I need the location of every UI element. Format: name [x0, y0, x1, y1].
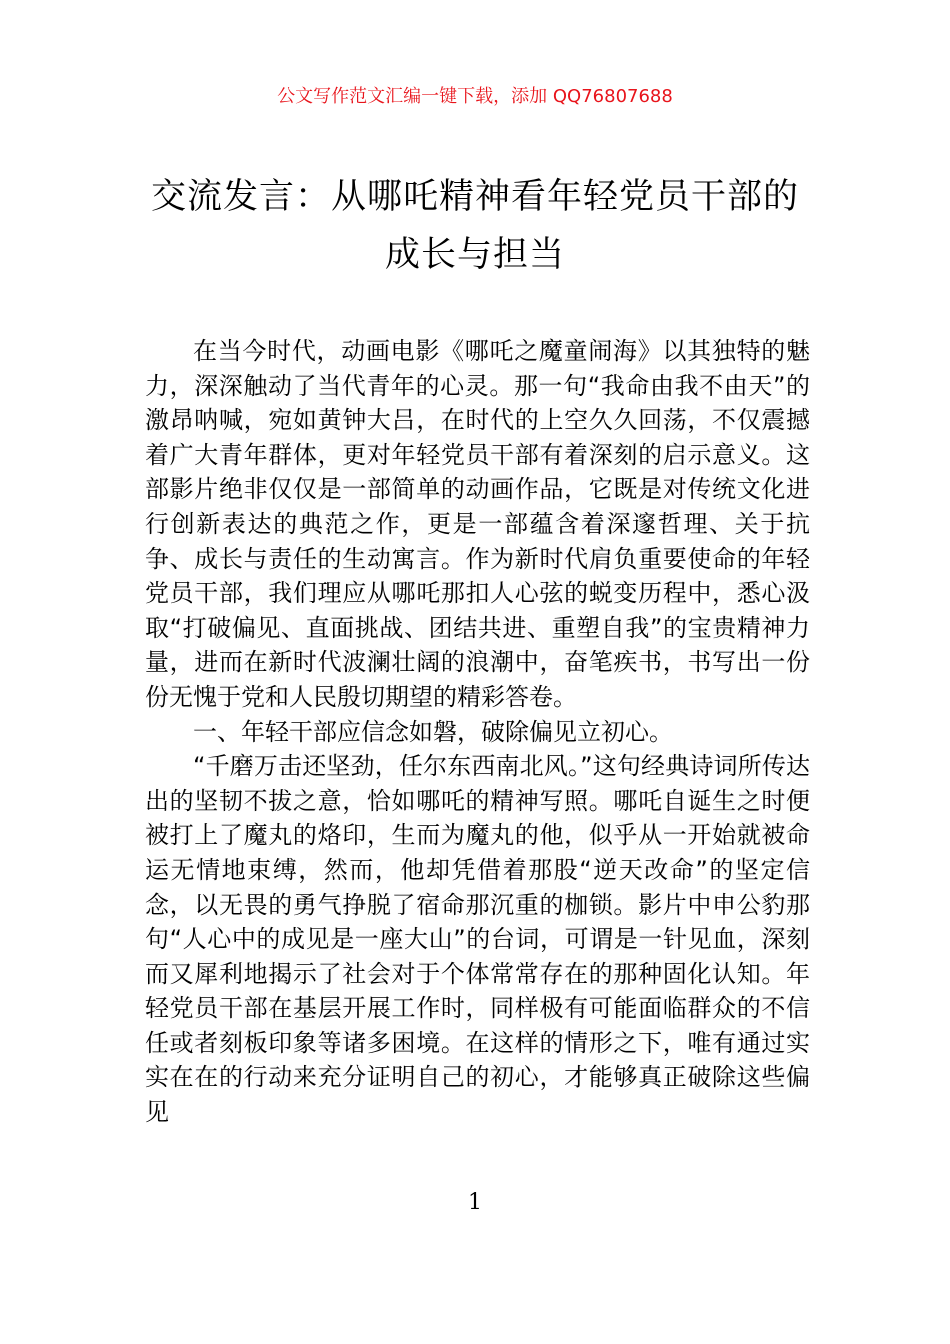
section-heading-1: 一、年轻干部应信念如磐，破除偏见立初心。 — [193, 717, 673, 746]
title-line-2: 成长与担当 — [384, 235, 565, 275]
page-number: 1 — [468, 1190, 482, 1215]
paragraph-section-1: “千磨万击还坚劲，任尔东西南北风。”这句经典诗词所传达出的坚韧不拔之意，恰如哪吒的精神写照。哪吒自诞生之时便被打上了魔丸的烙印，生而为魔丸的他，似乎从一开始就被命运无情地束缚，然而，他却凭借着那股“逆天改命”的坚定信念，以无畏的勇气挣脱了宿命那沉重的枷锁。影片中申公豹那句“人心中的成见是一座大山”的台词，可谓是一针见血，深刻而又犀利地揭示了社会对于个体常常存在的那种固化认知。年轻党员干部在基层开展工作时，同样极有可能面临群众的不信任或者刻板印象等诸多困境。在这样的情形之下，唯有通过实实在在的行动来充分证明自己的初心，才能够真正破除这些偏见 — [145, 752, 810, 1127]
download-note: 公文写作范文汇编一键下载，添加 QQ76807688 — [277, 86, 673, 107]
paragraph-intro: 在当今时代，动画电影《哪吒之魔童闹海》以其独特的魅力，深深触动了当代青年的心灵。那一句“我命由我不由天”的激昂呐喊，宛如黄钟大吕，在时代的上空久久回荡，不仅震撼着广大青年群体，更对年轻党员干部有着深刻的启示意义。这部影片绝非仅仅是一部简单的动画作品，它既是对传统文化进行创新表达的典范之作，更是一部蕴含着深邃哲理、关于抗争、成长与责任的生动寓言。作为新时代肩负重要使命的年轻党员干部，我们理应从哪吒那扣人心弦的蜕变历程中，悉心汲取“打破偏见、直面挑战、团结共进、重塑自我”的宝贵精神力量，进而在新时代波澜壮阔的浪潮中，奋笔疾书，书写出一份份无愧于党和人民殷切期望的精彩答卷。 — [145, 337, 810, 711]
title-line-1: 交流发言：从哪吒精神看年轻党员干部的 — [150, 177, 799, 217]
document-title — [120, 168, 830, 284]
document-body — [145, 334, 810, 1130]
